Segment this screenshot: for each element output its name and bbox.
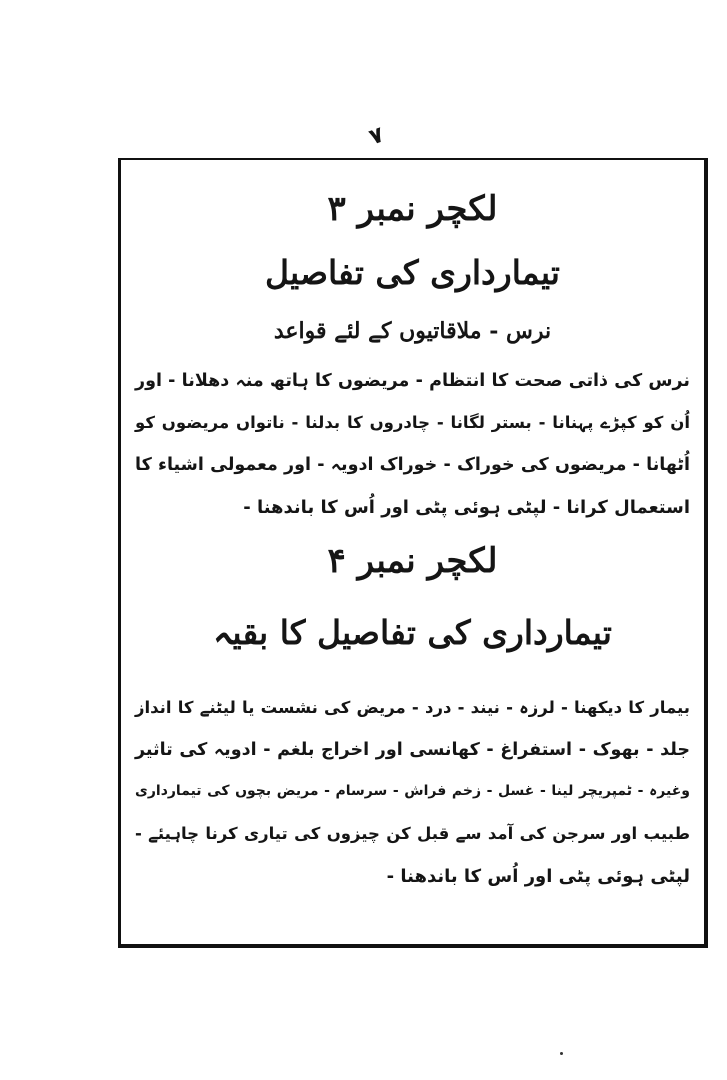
lecture-4-line: بیمار کا دیکھنا - لرزہ - نیند - درد - مریض کی نشست یا لیٹنے کا انداز — [135, 698, 690, 717]
lecture-3-line: اُٹھانا - مریضوں کی خوراک - خوراک ادویہ - اور معمولی اشیاء کا — [135, 455, 690, 475]
lecture-3-subtitle: نرس - ملاقاتیوں کے لئے قواعد — [273, 318, 552, 344]
page-content — [121, 160, 704, 944]
lecture-4-line: وغیرہ - ٹمپریچر لینا - غسل - زخم فراش - سرسام - مریض بچوں کی تیمارداری — [135, 783, 690, 799]
lecture-3-line: نرس کی ذاتی صحت کا انتظام - مریضوں کا ہاتھ منہ دھلانا - اور — [135, 371, 690, 391]
page-frame — [118, 158, 708, 948]
lecture-4-line: طبیب اور سرجن کی آمد سے قبل کن چیزوں کی تیاری کرنا چاہیئے - — [135, 824, 690, 843]
lecture-4-line: جلد - بھوک - استفراغ - کھانسی اور اخراج بلغم - ادویہ کی تاثیر — [135, 740, 690, 760]
lecture-3-heading: لکچر نمبر ۳ — [327, 189, 498, 229]
lecture-3-line: اُن کو کپڑے پہنانا - بستر لگانا - چادروں کا بدلنا - ناتواں مریضوں کو — [135, 413, 690, 432]
lecture-3-line: استعمال کرانا - لپٹی ہوئی پٹی اور اُس کا باندھنا - — [243, 497, 690, 518]
lecture-3-title: تیمارداری کی تفاصیل — [265, 253, 560, 292]
lecture-4-title: تیمارداری کی تفاصیل کا بقیہ — [213, 613, 612, 652]
lecture-4-line: لپٹی ہوئی پٹی اور اُس کا باندھنا - — [386, 866, 690, 887]
lecture-4-heading: لکچر نمبر ۴ — [327, 541, 498, 581]
scan-speck — [560, 1052, 563, 1055]
page-number: ۷ — [366, 122, 388, 151]
